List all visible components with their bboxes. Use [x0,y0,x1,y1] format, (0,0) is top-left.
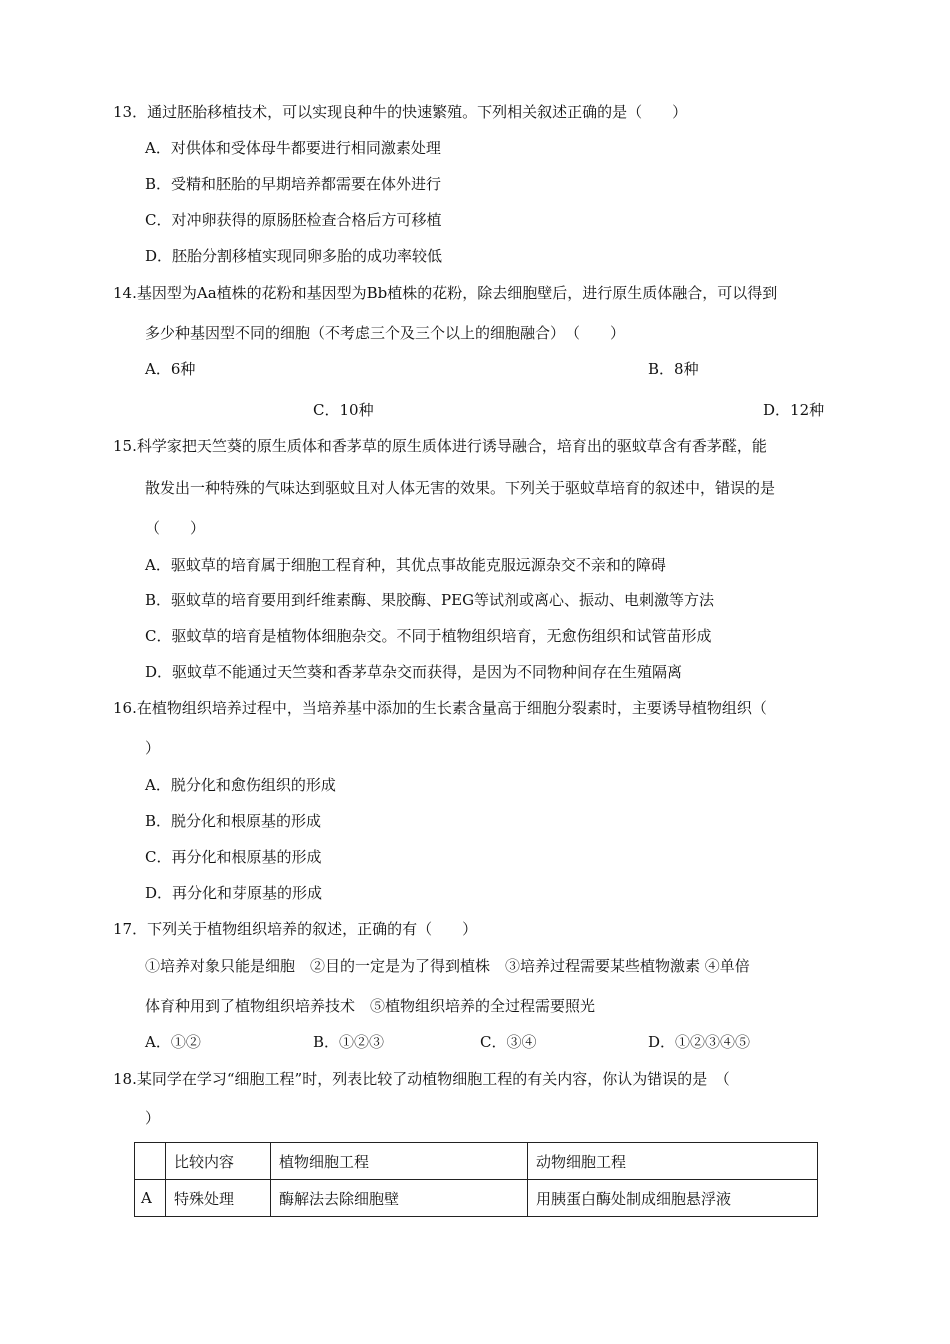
comparison-table [134,1142,818,1217]
question-17-stem: 17．下列关于植物组织培养的叙述，正确的有（ ） [113,920,478,938]
question-17-option-b: B．①②③ [313,1033,385,1051]
question-15-stem: 15.科学家把天竺葵的原生质体和香茅草的原生质体进行诱导融合，培育出的驱蚊草含有香茅醛，能 [113,437,767,455]
question-17-option-a: A．①② [145,1033,201,1051]
question-17-option-d: D．①②③④⑤ [648,1033,751,1051]
question-16-answer-blank: ） [145,739,161,757]
question-14-option-a: A．6种 [145,360,196,378]
question-14-option-d: D．12种 [763,401,825,419]
table-cell: 用胰蛋白酶处制成细胞悬浮液 [528,1180,818,1217]
question-16-option-d: D．再分化和芽原基的形成 [145,884,323,902]
table-header-row [135,1143,818,1180]
table-header-cell: 动物细胞工程 [528,1143,818,1180]
question-16-option-b: B．脱分化和根原基的形成 [145,812,322,830]
table-cell: A [135,1180,166,1217]
question-14-stem: 14.基因型为Aa植株的花粉和基因型为Bb植株的花粉，除去细胞壁后，进行原生质体融合，可以得到 [113,284,778,302]
question-14-option-c: C．10种 [313,401,374,419]
question-17-option-c: C．③④ [480,1033,537,1051]
question-16-stem: 16.在植物组织培养过程中，当培养基中添加的生长素含量高于细胞分裂素时，主要诱导植物组织（ [113,699,767,717]
question-13-stem: 13．通过胚胎移植技术，可以实现良种牛的快速繁殖。下列相关叙述正确的是（ ） [113,103,688,121]
question-15-option-c: C．驱蚊草的培育是植物体细胞杂交。不同于植物组织培育，无愈伤组织和试管苗形成 [145,627,712,645]
question-14-stem-continued: 多少种基因型不同的细胞（不考虑三个及三个以上的细胞融合） （ ） [145,324,626,342]
table-row [135,1180,818,1217]
question-13-option-b: B．受精和胚胎的早期培养都需要在体外进行 [145,175,442,193]
table-header-cell: 比较内容 [166,1143,271,1180]
table-cell: 酶解法去除细胞壁 [271,1180,528,1217]
question-15-answer-blank: （ ） [145,519,206,537]
question-15-option-a: A．驱蚊草的培育属于细胞工程育种，其优点事故能克服远源杂交不亲和的障碍 [145,556,666,574]
table-header-cell [135,1143,166,1180]
question-13-option-c: C．对冲卵获得的原肠胚检查合格后方可移植 [145,211,442,229]
question-13-option-d: D．胚胎分割移植实现同卵多胎的成功率较低 [145,247,443,265]
question-14-option-b: B．8种 [648,360,699,378]
table-header-cell: 植物细胞工程 [271,1143,528,1180]
table-cell: 特殊处理 [166,1180,271,1217]
question-13-option-a: A．对供体和受体母牛都要进行相同激素处理 [145,139,441,157]
question-15-option-d: D．驱蚊草不能通过天竺葵和香茅草杂交而获得，是因为不同物种间存在生殖隔离 [145,663,683,681]
question-15-stem-continued: 散发出一种特殊的气味达到驱蚊且对人体无害的效果。下列关于驱蚊草培育的叙述中，错误的是 [145,479,776,497]
question-16-option-a: A．脱分化和愈伤组织的形成 [145,776,336,794]
question-18-stem: 18.某同学在学习“细胞工程”时，列表比较了动植物细胞工程的有关内容，你认为错误的是 （ [113,1070,730,1088]
question-15-option-b: B．驱蚊草的培育要用到纤维素酶、果胶酶、PEG等试剂或离心、振动、电刺激等方法 [145,591,715,609]
question-18-answer-blank: ） [145,1109,161,1127]
question-16-option-c: C．再分化和根原基的形成 [145,848,322,866]
question-17-statements: ①培养对象只能是细胞 ②目的一定是为了得到植株 ③培养过程需要某些植物激素 ④单倍 [145,957,750,975]
question-17-statements-continued: 体育种用到了植物组织培养技术 ⑤植物组织培养的全过程需要照光 [145,997,596,1015]
